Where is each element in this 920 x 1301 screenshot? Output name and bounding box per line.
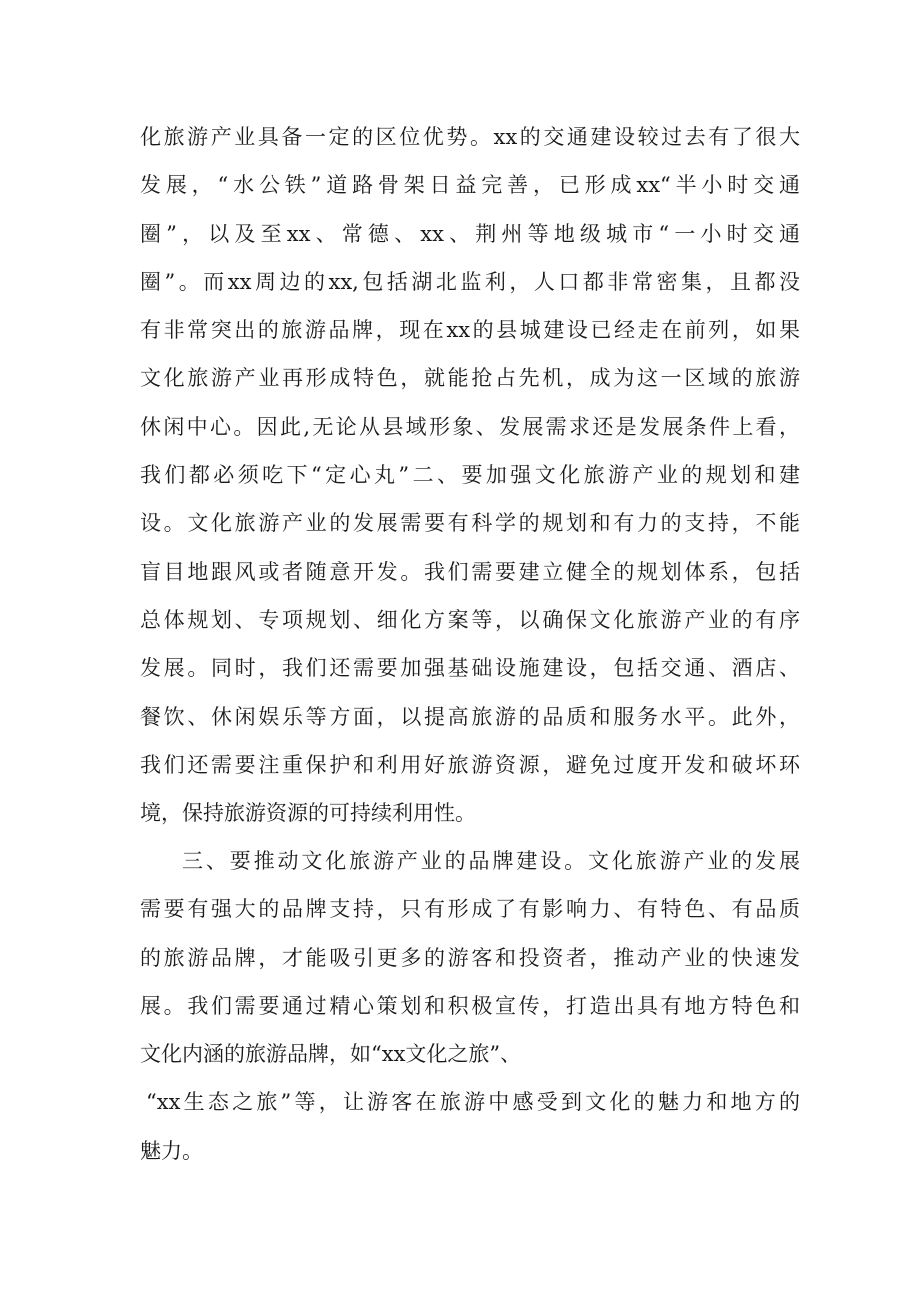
text-line: “xx生态之旅”等，让游客在旅游中感受到文化的魅力和地方的 bbox=[146, 1090, 800, 1115]
text-line: 三、要推动文化旅游产业的品牌建设。文化旅游产业的发展 bbox=[182, 849, 800, 873]
text-line: 圈”。而xx周边的xx,包括湖北监利，人口都非常密集，且都没 bbox=[140, 269, 800, 294]
text-line: 总体规划、专项规划、细化方案等，以确保文化旅游产业的有序 bbox=[140, 607, 800, 632]
text-line: 我们都必须吃下“定心丸”二、要加强文化旅游产业的规划和建 bbox=[140, 463, 800, 488]
text-line: 设。文化旅游产业的发展需要有科学的规划和有力的支持，不能 bbox=[140, 511, 800, 536]
paragraph-1 bbox=[140, 113, 800, 837]
text-line: 圈”，以及至xx、常德、xx、荆州等地级城市“一小时交通 bbox=[140, 221, 800, 246]
text-line: 休闲中心。因此,无论从县域形象、发展需求还是发展条件上看， bbox=[140, 414, 800, 439]
text-line: 餐饮、休闲娱乐等方面，以提高旅游的品质和服务水平。此外， bbox=[140, 704, 800, 729]
paragraph-2 bbox=[140, 837, 800, 1175]
text-line: 文化内涵的旅游品牌，如“xx文化之旅”、 bbox=[140, 1042, 522, 1067]
text-line: 盲目地跟风或者随意开发。我们需要建立健全的规划体系，包括 bbox=[140, 559, 800, 584]
text-line: 文化旅游产业再形成特色，就能抢占先机，成为这一区域的旅游 bbox=[140, 366, 800, 391]
text-line: 发展。同时，我们还需要加强基础设施建设，包括交通、酒店、 bbox=[140, 656, 800, 681]
text-line: 我们还需要注重保护和利用好旅游资源，避免过度开发和破坏环 bbox=[140, 752, 800, 777]
text-line: 有非常突出的旅游品牌，现在xx的县城建设已经走在前列，如果 bbox=[140, 318, 800, 343]
text-line: 境，保持旅游资源的可持续利用性。 bbox=[140, 801, 476, 826]
text-line: 发展，“水公铁”道路骨架日益完善，已形成xx“半小时交通 bbox=[140, 173, 800, 198]
text-line: 展。我们需要通过精心策划和积极宣传，打造出具有地方特色和 bbox=[140, 993, 800, 1018]
text-line: 的旅游品牌，才能吸引更多的游客和投资者，推动产业的快速发 bbox=[140, 945, 800, 970]
text-line: 化旅游产业具备一定的区位优势。xx的交通建设较过去有了很大 bbox=[140, 125, 800, 149]
text-line: 魅力。 bbox=[140, 1138, 203, 1163]
text-line: 需要有强大的品牌支持，只有形成了有影响力、有特色、有品质 bbox=[140, 897, 800, 922]
